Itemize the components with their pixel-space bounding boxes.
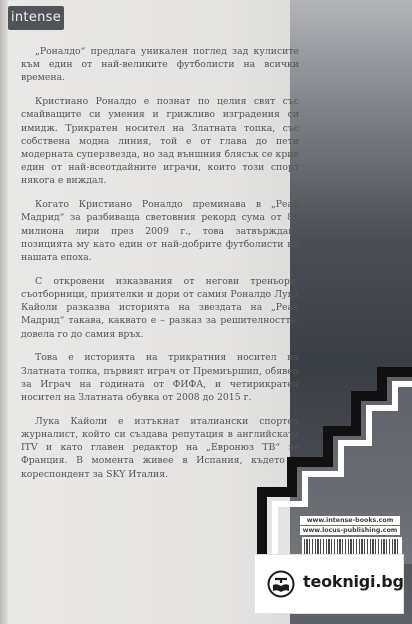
blurb-paragraph-4: С откровени изказвания от негови треньори, съотборници, приятелки и дори от самия Роналдо Лука Кайоли разказва историята на звездата на „Реал Мадрид“ такава, каквато е – разказ за решителността, довела го до самия връх. (21, 275, 299, 340)
watermark-site-name: teoknigi.bg (303, 572, 404, 591)
publisher-logo-text: intense (10, 10, 62, 25)
blurb-paragraph-5: Това е историята на трикратния носител на Златната топка, първият играч от Премиършип, обявен за Играч на годината от ФИФА, и четирикратен носител на Златната обувка от 2008 до 2015 г. (21, 352, 299, 404)
blurb-paragraph-1: „Роналдо“ предлага уникален поглед зад кулисите към един от най-великите футболисти на всички времена. (21, 46, 299, 84)
teoknigi-watermark (254, 554, 404, 614)
blurb-paragraph-6: Лука Кайоли е изтъкнат италиански спортен журналист, който си създава репутация в английската ITV и като главен редактор на „Евронюз ТВ“ за Франция. В момента живее в Испания, където е кореспондент за SKY Италия. (21, 415, 299, 480)
blurb-paragraph-2: Кристиано Роналдо е познат по целия свят със смайващите си умения и грижливо изградения си имидж. Трикратен носител на Златната топка, със собствена модна линия, той е от глава до пети модерната суперзвезда, но зад външния блясък се крие един от най-всеотдайните играчи, които този спорт някога е виждал. (21, 96, 299, 187)
book-logo-icon (267, 570, 295, 598)
publisher-url-1: www.intense-books.com (300, 516, 400, 525)
publisher-url-2: www.locus-publishing.com (300, 526, 400, 535)
blurb-paragraph-3: Когато Кристиано Роналдо преминава в „Реал Мадрид“ за разбиваща световния рекорд сума от 80 милиона лири през 2009 г., това затвърждава позицията му като един от най-добрите футболисти на нашата епоха. (21, 199, 299, 264)
